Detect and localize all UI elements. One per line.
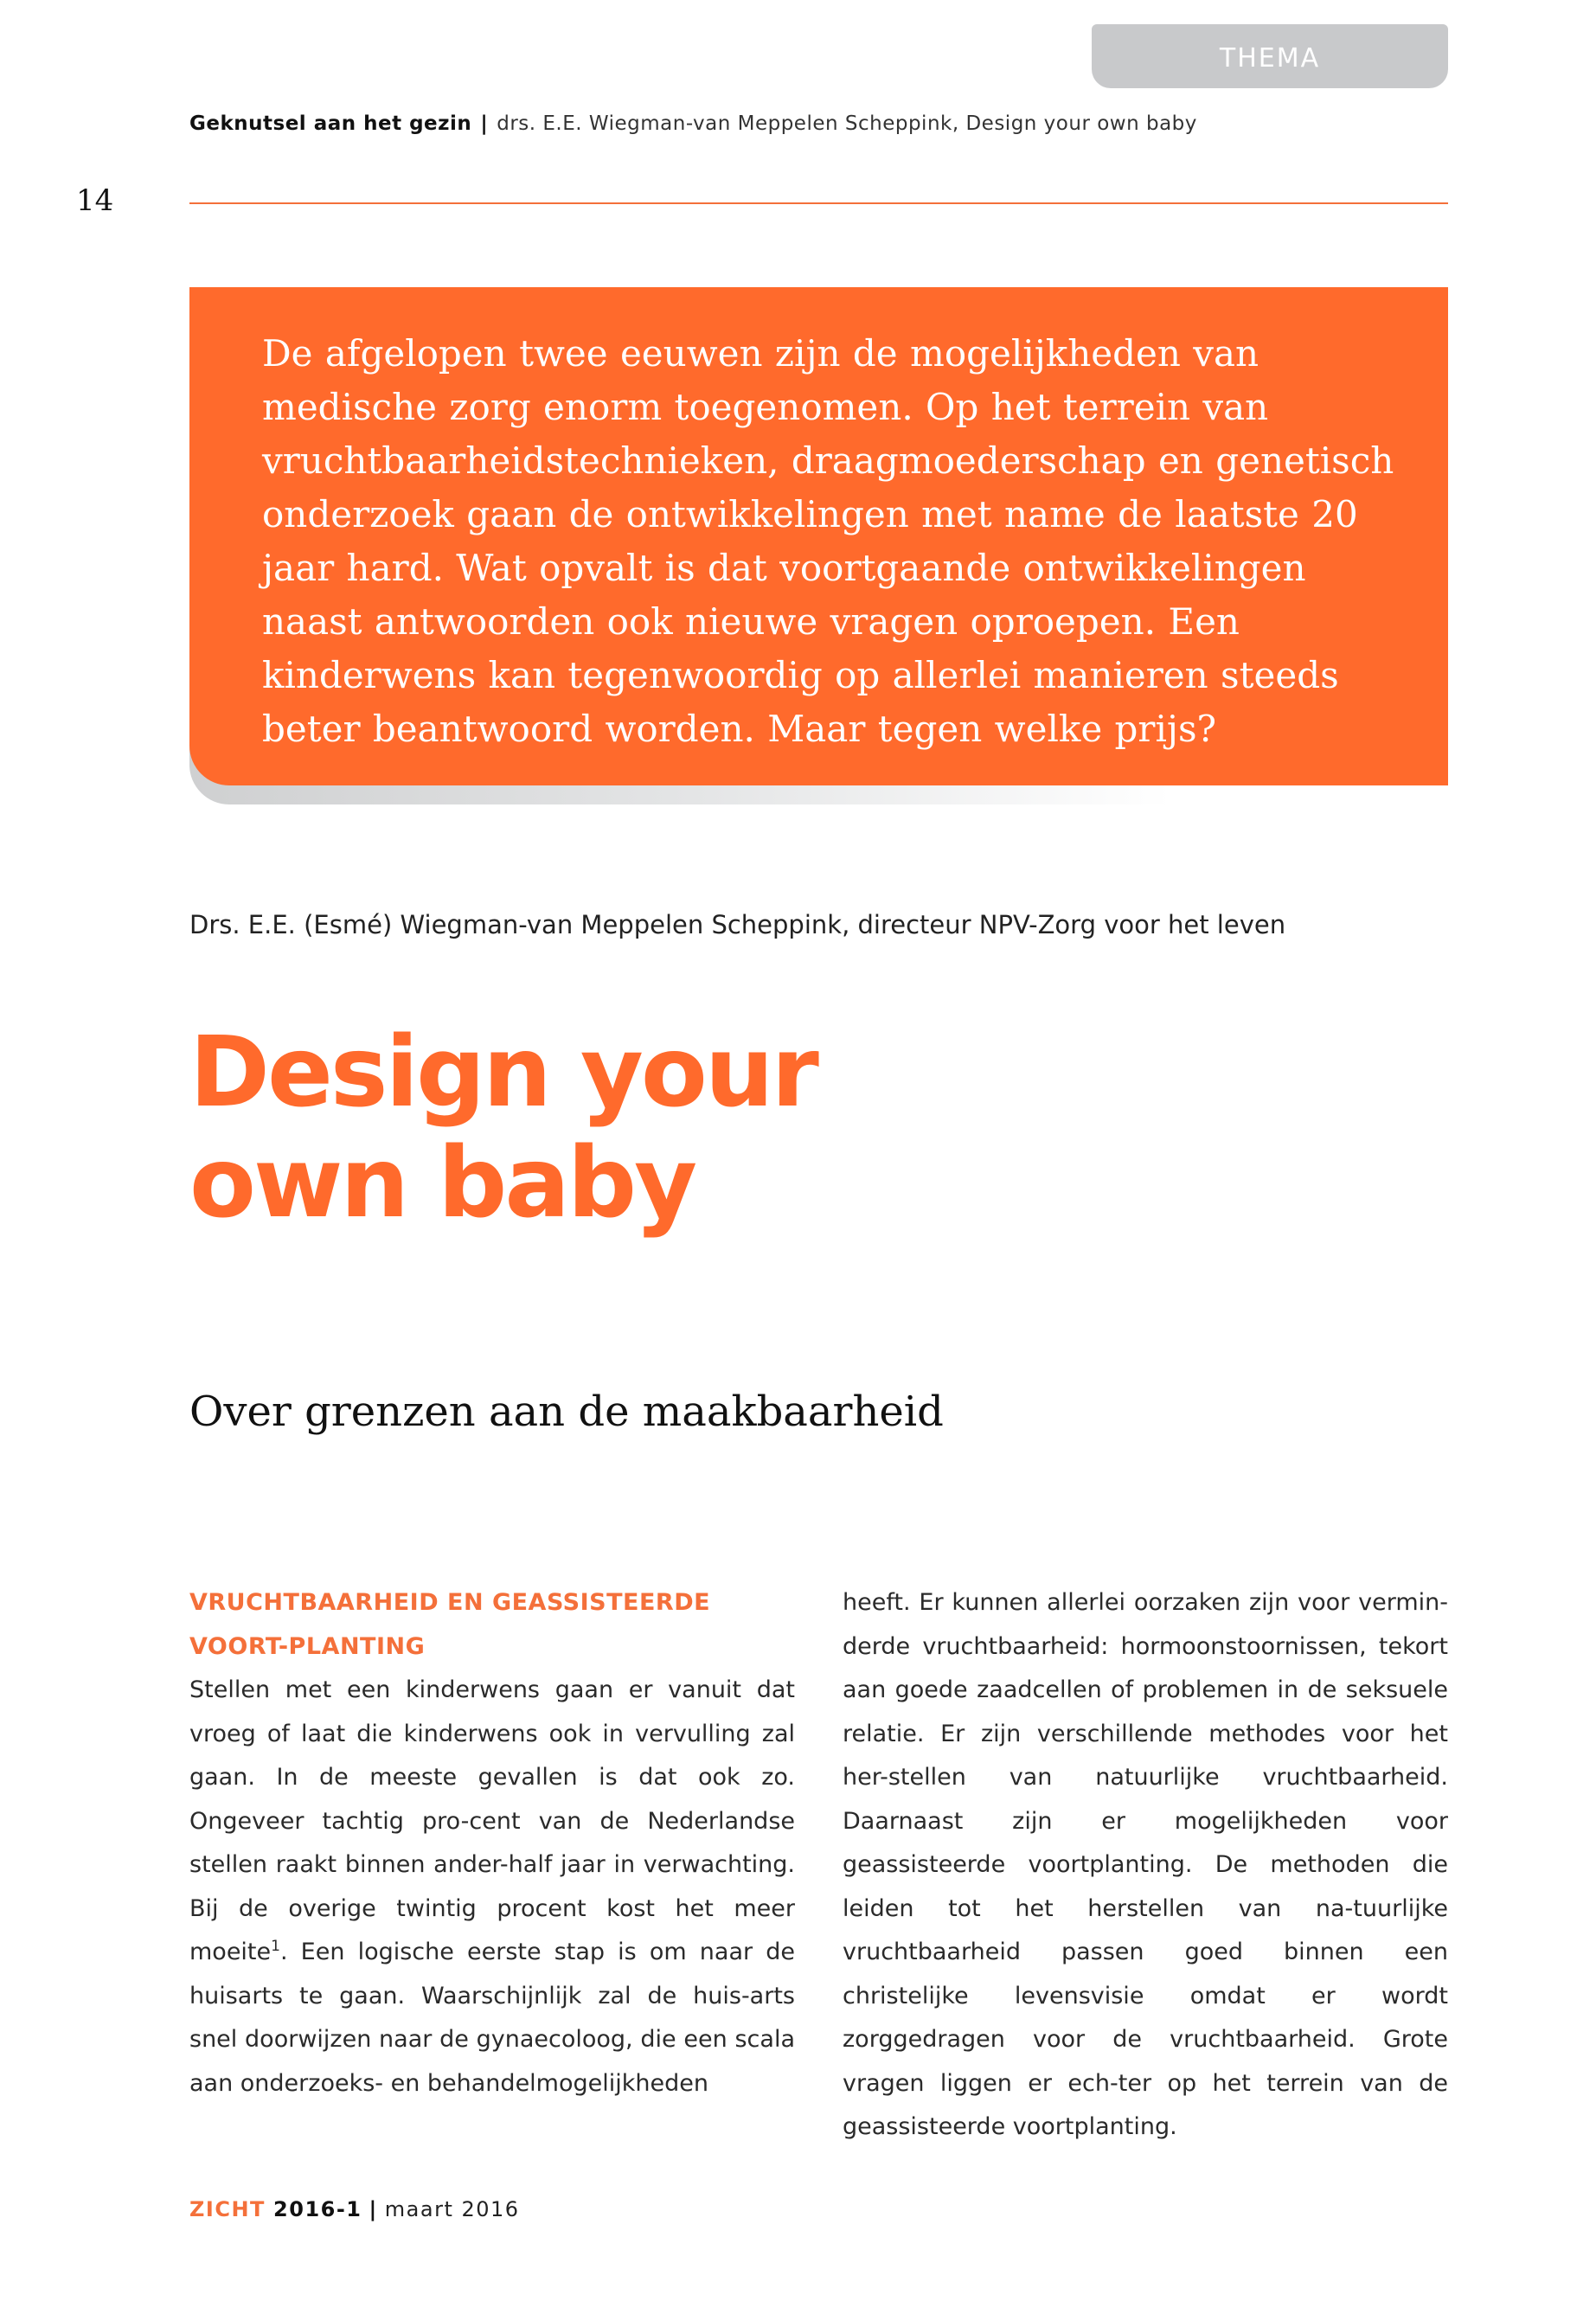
footer-magazine-name: ZICHT xyxy=(189,2197,266,2221)
body-paragraph-right: heeft. Er kunnen allerlei oorzaken zijn voor vermin-derde vruchtbaarheid: hormoonstoornissen, tekort aan goede zaadcellen of problemen in de seksuele relatie. Er zijn verschillende methodes voor het her-stellen van natuurlijke vruchtbaarheid. Daarnaast zijn er mogelijkheden voor geassisteerde voortplanting. De methoden die leiden tot het herstellen van na-tuurlijke vruchtbaarheid passen goed binnen een christelijke levensvisie omdat er wordt zorggedragen voor de vruchtbaarheid. Grote vragen liggen er ech-ter op het terrein van de geassisteerde voortplanting. xyxy=(843,1589,1448,2140)
footnote-reference: 1 xyxy=(271,1938,280,1955)
thema-label: THEMA xyxy=(1219,43,1321,74)
intro-text: De afgelopen twee eeuwen zijn de mogelijkheden van medische zorg enorm toegenomen. Op het terrein van vruchtbaarheidstechnieken, draagmoederschap en genetisch onderzoek gaan de ontwikkelingen met name de laatste 20 jaar hard. Wat opvalt is dat voortgaande ontwikkelingen naast antwoorden ook nieuwe vragen oproepen. Een kinderwens kan tegenwoordig op allerlei manieren steeds beter beantwoord worden. Maar tegen welke prijs? xyxy=(262,332,1394,750)
header-section-title: Geknutsel aan het gezin xyxy=(189,112,472,135)
body-column-left xyxy=(189,1581,795,2106)
body-text-left-part1: Stellen met een kinderwens gaan er vanuit dat vroeg of laat die kinderwens ook in vervulling zal gaan. In de meeste gevallen is dat ook zo. Ongeveer tachtig pro-cent van de Nederlandse stellen raakt binnen ander-half jaar in verwachting. Bij de overige twintig procent kost het meer moeite xyxy=(189,1676,795,1965)
page-number: 14 xyxy=(76,183,114,218)
author-byline: Drs. E.E. (Esmé) Wiegman-van Meppelen Scheppink, directeur NPV-Zorg voor het leven xyxy=(189,910,1286,939)
body-text-left-part2: . Een logische eerste stap is om naar de huisarts te gaan. Waarschijnlijk zal de huis-arts snel doorwijzen naar de gynaecoloog, die een scala aan onderzoeks- en behandelmogelijkheden xyxy=(189,1939,795,2097)
article-title: Design your own baby xyxy=(189,1016,817,1240)
section-heading: VRUCHTBAARHEID EN GEASSISTEERDE VOORT-PLANTING xyxy=(189,1589,711,1660)
header-separator: | xyxy=(480,112,489,135)
footer-date: maart 2016 xyxy=(384,2197,520,2221)
header-author-reference: drs. E.E. Wiegman-van Meppelen Scheppink, Design your own baby xyxy=(497,112,1197,135)
thema-tab xyxy=(1092,24,1448,88)
body-paragraph-left xyxy=(189,1669,795,2106)
footer-separator: | xyxy=(369,2197,378,2221)
header-divider xyxy=(189,202,1448,204)
footer-issue: 2016-1 xyxy=(273,2197,362,2221)
page-footer xyxy=(189,2197,520,2221)
article-subtitle: Over grenzen aan de maakbaarheid xyxy=(189,1388,944,1436)
running-header xyxy=(189,112,1197,135)
body-column-right xyxy=(843,1581,1448,2150)
intro-box xyxy=(189,287,1448,785)
